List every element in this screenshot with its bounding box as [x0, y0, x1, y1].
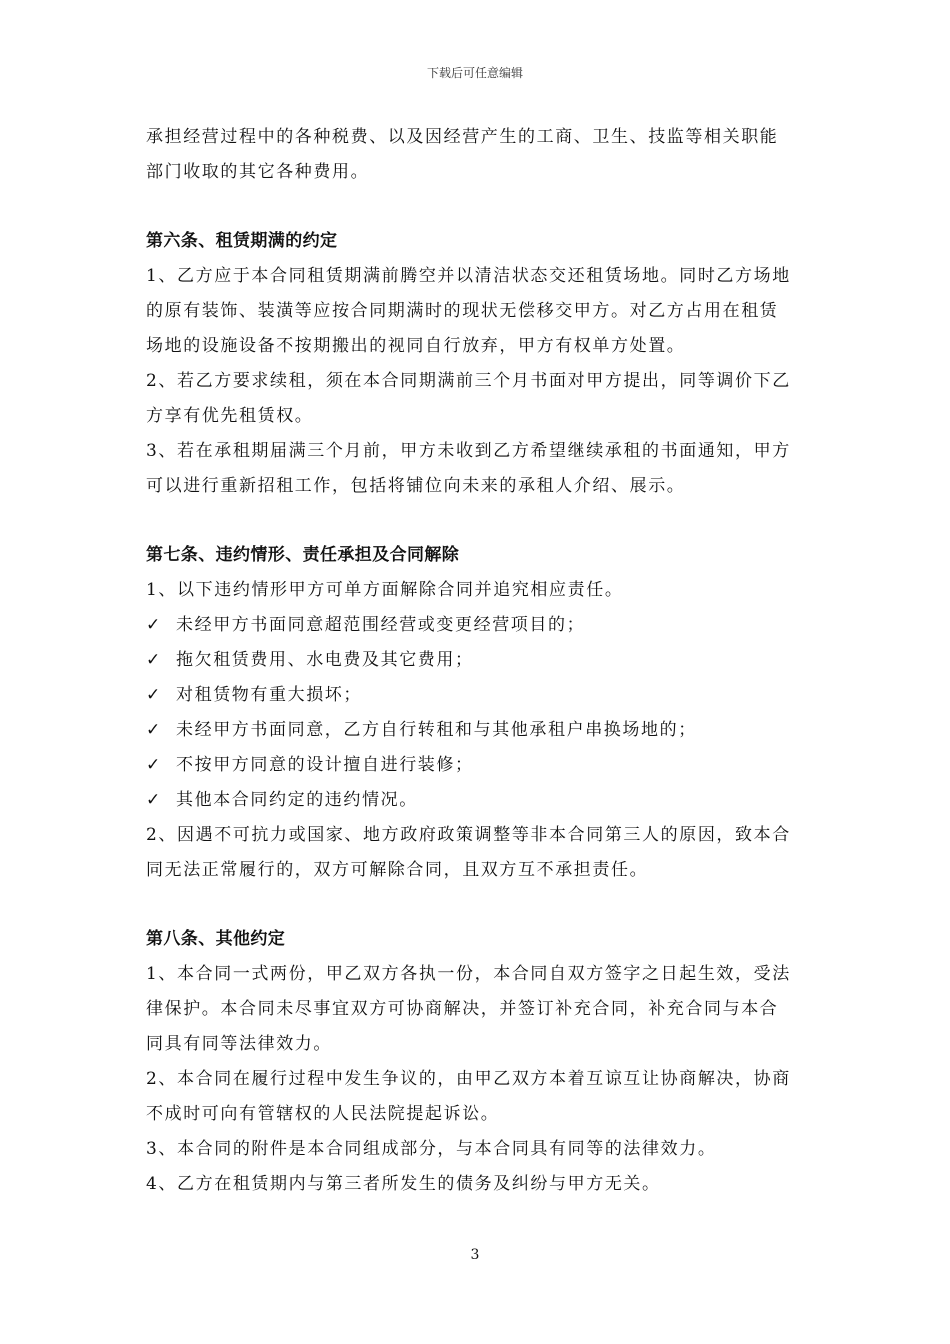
page-number: 3 [470, 1247, 480, 1263]
section-8-line: 不成时可向有管辖权的人民法院提起诉讼。 [146, 1104, 500, 1124]
section-8-line: 4、乙方在租赁期内与第三者所发生的债务及纠纷与甲方无关。 [146, 1174, 661, 1194]
checkmark-icon: ✓ [146, 755, 162, 775]
section-8-line: 同具有同等法律效力。 [146, 1034, 332, 1054]
section-6-line: 可以进行重新招租工作，包括将铺位向未来的承租人介绍、展示。 [146, 476, 686, 496]
section-6-line: 3、若在承租期届满三个月前，甲方未收到乙方希望继续承租的书面通知，甲方 [146, 441, 791, 461]
section-7-line: 2、因遇不可抗力或国家、地方政府政策调整等非本合同第三人的原因，致本合 [146, 825, 791, 845]
intro-line: 承担经营过程中的各种税费、以及因经营产生的工商、卫生、技监等相关职能 [146, 127, 779, 147]
checklist-item-text: 不按甲方同意的设计擅自进行装修； [176, 755, 474, 775]
checklist-item-text: 拖欠租赁费用、水电费及其它费用； [176, 650, 474, 670]
intro-line: 部门收取的其它各种费用。 [146, 162, 370, 182]
checklist-item-text: 未经甲方书面同意，乙方自行转租和与其他承租户串换场地的； [176, 720, 697, 740]
checklist-item [146, 713, 810, 748]
section-8-title: 第八条、其他约定 [146, 929, 286, 949]
checkmark-icon: ✓ [146, 650, 162, 670]
section-6-line: 的原有装饰、装潢等应按合同期满时的现状无偿移交甲方。对乙方占用在租赁 [146, 301, 779, 321]
section-6-line: 场地的设施设备不按期搬出的视同自行放弃，甲方有权单方处置。 [146, 336, 686, 356]
checklist-item [146, 783, 810, 818]
checkmark-icon: ✓ [146, 685, 162, 705]
section-6-line: 方享有优先租赁权。 [146, 406, 314, 426]
checklist-item [146, 643, 810, 678]
document-body [146, 120, 810, 1202]
checklist-item [146, 608, 810, 643]
page-header: 下载后可任意编辑 [426, 66, 523, 80]
section-8-line: 律保护。本合同未尽事宜双方可协商解决，并签订补充合同，补充合同与本合 [146, 999, 779, 1019]
section-7-intro: 1、以下违约情形甲方可单方面解除合同并追究相应责任。 [146, 580, 624, 600]
section-8-line: 1、本合同一式两份，甲乙双方各执一份，本合同自双方签字之日起生效，受法 [146, 964, 791, 984]
checkmark-icon: ✓ [146, 615, 162, 635]
section-7-title: 第七条、违约情形、责任承担及合同解除 [146, 545, 460, 565]
checkmark-icon: ✓ [146, 720, 162, 740]
checklist-item-text: 对租赁物有重大损坏； [176, 685, 362, 705]
section-6-title: 第六条、租赁期满的约定 [146, 231, 338, 251]
checklist-item [146, 678, 810, 713]
section-6-line: 1、乙方应于本合同租赁期满前腾空并以清洁状态交还租赁场地。同时乙方场地 [146, 266, 791, 286]
checklist-item-text: 未经甲方书面同意超范围经营或变更经营项目的； [176, 615, 586, 635]
section-6-line: 2、若乙方要求续租，须在本合同期满前三个月书面对甲方提出，同等调价下乙 [146, 371, 791, 391]
checkmark-icon: ✓ [146, 790, 162, 810]
section-8-line: 2、本合同在履行过程中发生争议的，由甲乙双方本着互谅互让协商解决，协商 [146, 1069, 791, 1089]
section-8-line: 3、本合同的附件是本合同组成部分，与本合同具有同等的法律效力。 [146, 1139, 717, 1159]
section-7-line: 同无法正常履行的，双方可解除合同，且双方互不承担责任。 [146, 860, 649, 880]
checklist-item-text: 其他本合同约定的违约情况。 [176, 790, 418, 810]
checklist-item [146, 748, 810, 783]
